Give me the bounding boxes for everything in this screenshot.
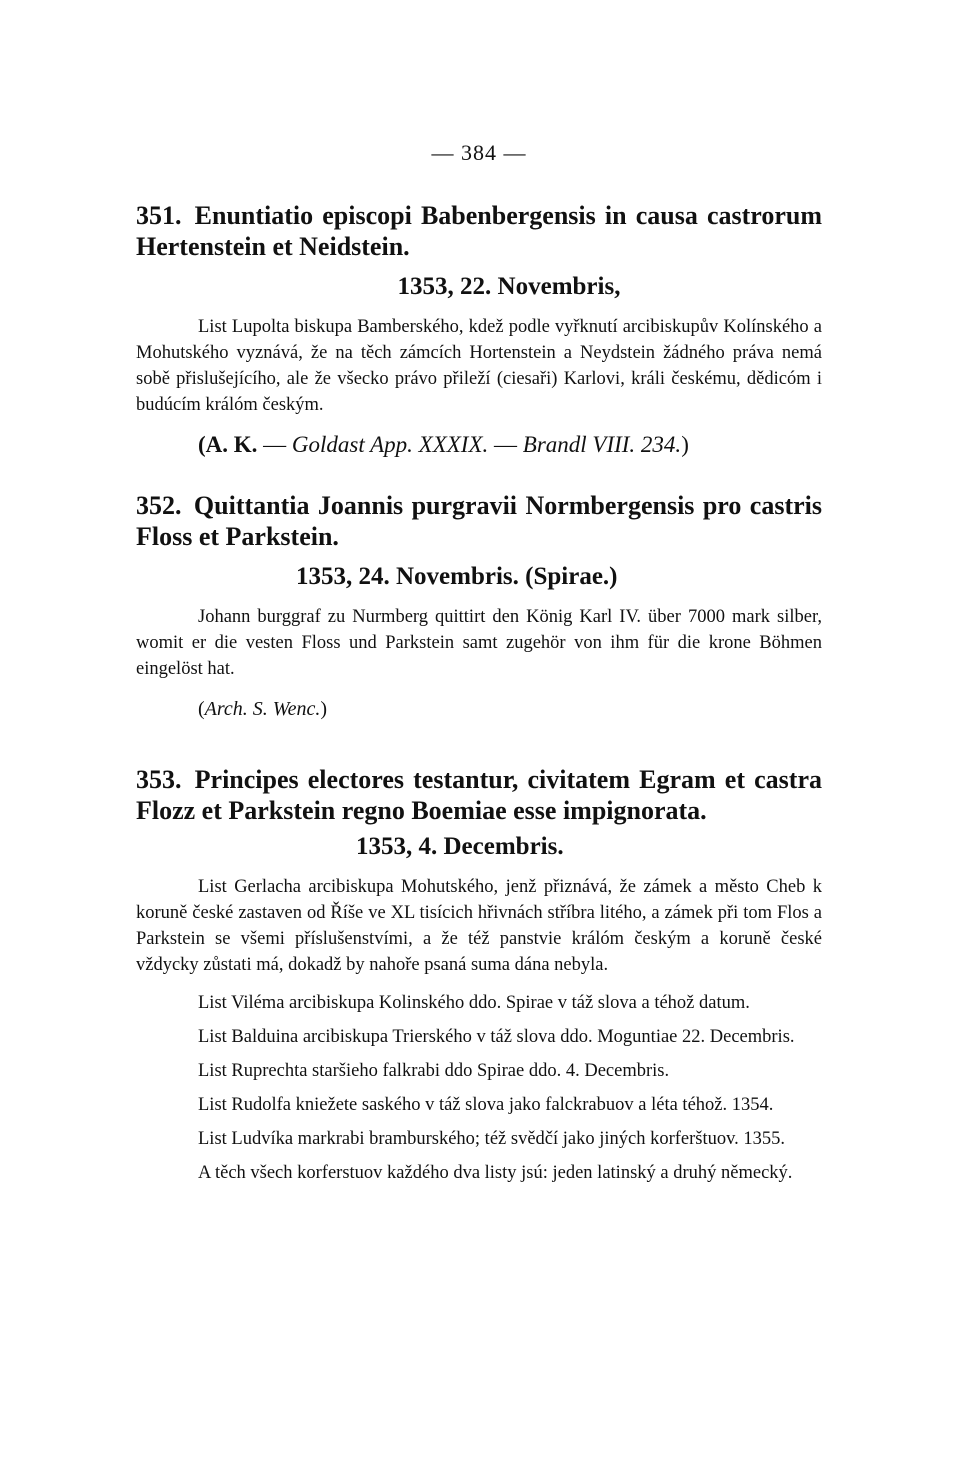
page-number: — 384 — bbox=[431, 140, 527, 165]
entry-title-text: Enuntiatio episcopi Babenbergensis in causa castrorum Hertenstein et Neidstein. bbox=[136, 201, 823, 261]
entry-date: 1353, 4. Decembris. bbox=[356, 833, 564, 860]
entry-title bbox=[136, 764, 822, 826]
entry-352 bbox=[136, 490, 822, 724]
entry-date: 1353, 22. Novembris, bbox=[397, 273, 621, 300]
entry-paragraph: List Balduina arcibiskupa Trierského v táž slova ddo. Moguntiae 22. Decembris. bbox=[198, 1027, 795, 1047]
entry-paragraph: Johann burggraf zu Nurmberg quittirt den König Karl IV. über 7000 mark silber, womit er die vesten Floss und Parkstein samt zugehör von ihm für die krone Böhmen eingelöst hat. bbox=[136, 607, 822, 679]
entry-paragraph: List Ludvíka markrabi bramburského; též svědčí jako jiných korferštuov. 1355. bbox=[198, 1129, 786, 1149]
entry-number: 352. bbox=[136, 491, 182, 520]
entry-date: 1353, 24. Novembris. (Spirae.) bbox=[296, 563, 618, 590]
document-page bbox=[136, 140, 822, 1194]
source-ref: Goldast App. XXXIX. bbox=[291, 432, 489, 457]
source-suffix: ) bbox=[681, 432, 689, 457]
entry-title-text: Principes electores testantur, civitatem Egram et castra Flozz et Parkstein regno Boemiae esse impignorata. bbox=[136, 765, 822, 825]
entry-title-text: Quittantia Joannis purgravii Normbergensis pro castris Floss et Parkstein. bbox=[136, 491, 822, 551]
source-close: ) bbox=[320, 698, 328, 720]
entry-title bbox=[136, 200, 822, 262]
entry-paragraph: List Ruprechta staršieho falkrabi ddo Spirae ddo. 4. Decembris. bbox=[198, 1061, 670, 1081]
entry-351 bbox=[136, 200, 822, 460]
source-ref: Arch. S. Wenc. bbox=[204, 698, 321, 720]
source-citation bbox=[198, 430, 822, 460]
entry-paragraph: List Lupolta biskupa Bamberského, kdež podle vyřknutí arcibiskupův Kolínského a Mohutského vyznává, že na těch zámcích Hortenstein a Neydstein žádného práva nemá sobě přislušejícího, ale že všecko právo přileží (ciesaři) Karlovi, králi českému, dědicóm i budúcím králóm českým. bbox=[136, 317, 822, 415]
entry-number: 353. bbox=[136, 765, 182, 794]
source-ref: Brandl VIII. 234. bbox=[522, 432, 682, 457]
entry-paragraph: List Viléma arcibiskupa Kolinského ddo. Spirae v táž slova a téhož datum. bbox=[198, 993, 750, 1013]
entry-title bbox=[136, 490, 822, 552]
entry-paragraph: A těch všech korferstuov každého dva listy jsú: jeden latinský a druhý německý. bbox=[198, 1163, 793, 1183]
source-open: ( bbox=[198, 698, 205, 720]
entry-paragraph: List Gerlacha arcibiskupa Mohutského, jenž přiznává, že zámek a město Cheb k koruně české zastaven od Říše ve XL tisícich hřivnách stříbra litého, a zámek při tom Flos a Parkstein se všemi příslušenstvími, a že též panstvie králóm českým a koruně české vždycky zůstati má, dokadž by nahoře psaná suma dána nebyla. bbox=[136, 877, 822, 975]
source-citation bbox=[198, 694, 822, 724]
entry-353 bbox=[136, 764, 822, 1186]
source-dash: — bbox=[257, 432, 292, 457]
source-prefix: (A. K. bbox=[198, 432, 258, 457]
entry-paragraph: List Rudolfa kniežete saského v táž slova jako falckrabuov a léta téhož. 1354. bbox=[198, 1095, 774, 1115]
source-dash: — bbox=[488, 432, 523, 457]
entry-number: 351. bbox=[136, 201, 182, 230]
